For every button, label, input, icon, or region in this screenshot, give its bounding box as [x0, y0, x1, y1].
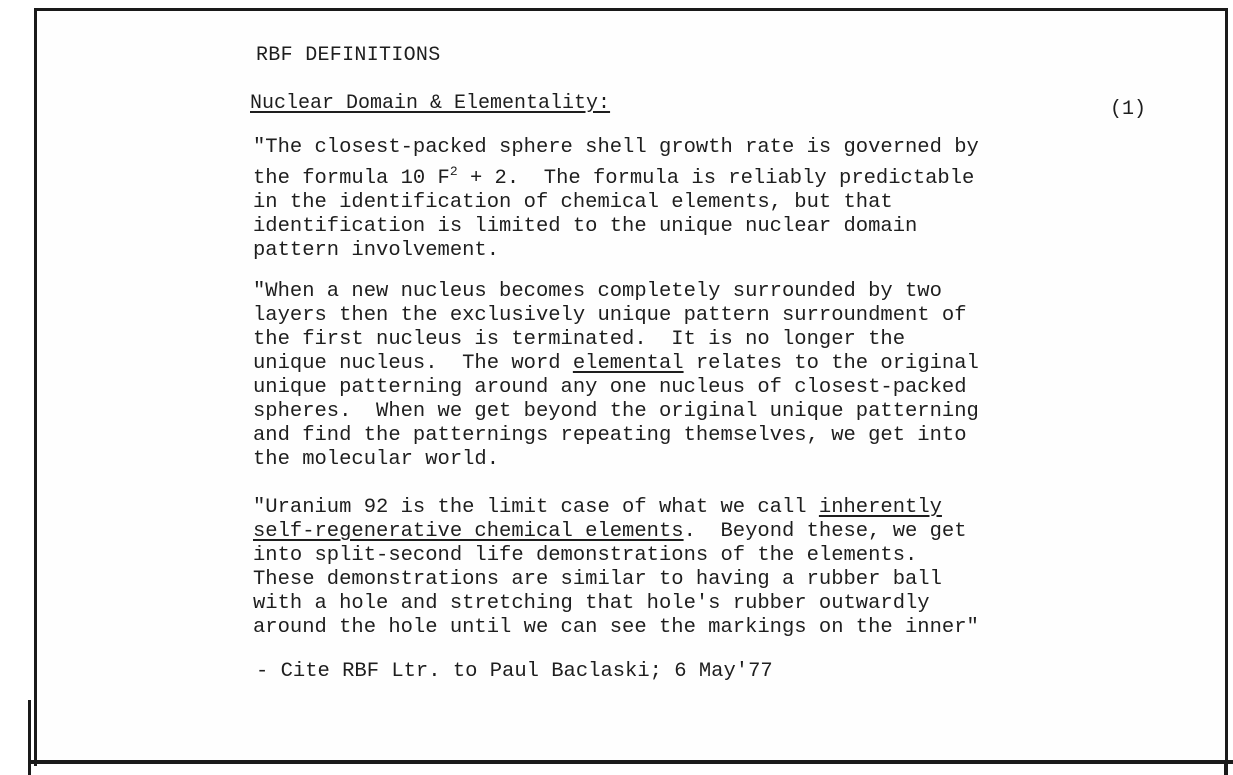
p1-line-4: identification is limited to the unique nuclear domain — [253, 214, 918, 238]
p2-line-7: and find the patternings repeating themselves, we get into — [253, 424, 967, 447]
card-right-edge-extension — [1224, 760, 1228, 775]
p1-line-3: in the identification of chemical elements, but that — [253, 190, 893, 214]
page-number: (1) — [1110, 98, 1147, 121]
card-left-edge — [28, 700, 31, 775]
card-bottom-rule — [30, 760, 1233, 764]
section-subheading: Nuclear Domain & Elementality: — [250, 92, 611, 115]
p3-emphasis-inherently: inherently — [818, 496, 942, 519]
quote-paragraph-3 — [253, 496, 1103, 640]
p1-line-5: pattern involvement. — [253, 238, 500, 262]
p1-line-2-post: + 2. The formula is reliably predictable — [457, 166, 975, 190]
p2-line-2: layers then the exclusively unique pattern surroundment of — [253, 304, 967, 327]
p2-emphasis-elemental: elemental — [572, 352, 684, 375]
p2-line-4-post: relates to the original — [683, 352, 979, 375]
p3-line-2-post: . Beyond these, we get — [683, 520, 967, 543]
p2-line-8: the molecular world. — [253, 448, 500, 471]
p3-line-5: with a hole and stretching that hole's rubber outwardly — [253, 592, 930, 615]
quote-paragraph-2 — [253, 280, 1103, 472]
p3-line-3: into split-second life demonstrations of the elements. — [253, 544, 918, 567]
p1-line-2-pre: the formula 10 F — [253, 166, 450, 190]
p3-line-1-pre: "Uranium 92 is the limit case of what we call — [253, 496, 819, 519]
p2-line-5: unique patterning around any one nucleus of closest-packed — [253, 376, 967, 399]
p1-line-1: "The closest-packed sphere shell growth rate is governed by — [253, 136, 979, 159]
p3-emphasis-self-regenerative: self-regenerative chemical elements — [253, 520, 684, 543]
document-heading: RBF DEFINITIONS — [256, 44, 441, 67]
quote-paragraph-1 — [253, 136, 1103, 263]
p2-line-1: "When a new nucleus becomes completely surrounded by two — [253, 280, 942, 303]
p1-superscript: 2 — [449, 164, 458, 179]
citation: - Cite RBF Ltr. to Paul Baclaski; 6 May'77 — [256, 660, 773, 683]
p2-line-4-pre: unique nucleus. The word — [253, 352, 573, 375]
p3-line-4: These demonstrations are similar to having a rubber ball — [253, 568, 942, 591]
p2-line-6: spheres. When we get beyond the original unique patterning — [253, 400, 979, 423]
p2-line-3: the first nucleus is terminated. It is no longer the — [253, 328, 906, 351]
p3-line-6: around the hole until we can see the markings on the inner" — [253, 616, 979, 639]
